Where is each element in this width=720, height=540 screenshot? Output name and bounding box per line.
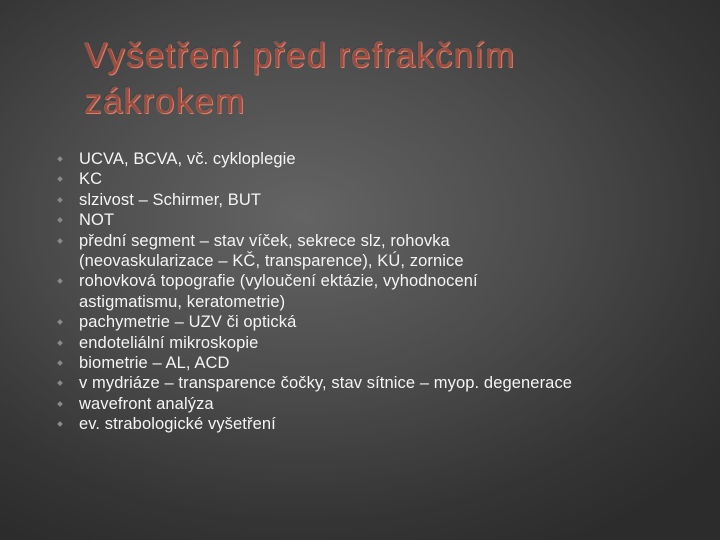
bullet-text: biometrie – AL, ACD bbox=[79, 354, 230, 373]
bullet-item bbox=[56, 169, 706, 189]
bullet-text: astigmatismu, keratometrie) bbox=[79, 292, 286, 311]
bullet-text: (neovaskularizace – KČ, transparence), KÚ, zornice bbox=[79, 252, 464, 271]
bullet-item bbox=[56, 373, 706, 393]
bullet-text: KC bbox=[79, 170, 103, 189]
diamond-bullet-icon bbox=[56, 231, 66, 251]
diamond-bullet-icon bbox=[56, 353, 66, 373]
bullet-item bbox=[56, 190, 706, 210]
diamond-bullet-icon bbox=[56, 271, 66, 291]
title-line: Vyšetření před refrakčním bbox=[84, 36, 516, 75]
bullet-item bbox=[56, 210, 706, 230]
bullet-item bbox=[56, 333, 706, 353]
bullet-text: rohovková topografie (vyloučení ektázie, vyhodnocení bbox=[79, 272, 478, 291]
bullet-text: NOT bbox=[79, 211, 115, 230]
bullet-text: slzivost – Schirmer, BUT bbox=[79, 190, 262, 209]
diamond-bullet-icon bbox=[56, 210, 66, 230]
diamond-bullet-icon bbox=[56, 373, 66, 393]
diamond-bullet-icon bbox=[56, 190, 66, 210]
bullet-item bbox=[56, 414, 706, 434]
bullet-text: UCVA, BCVA, vč. cykloplegie bbox=[79, 150, 296, 168]
bullet-text: v mydriáze – transparence čočky, stav sítnice – myop. degenerace bbox=[79, 374, 573, 393]
diamond-bullet-icon bbox=[56, 149, 66, 169]
bullet-text: ev. strabologické vyšetření bbox=[79, 415, 276, 434]
bullet-item bbox=[56, 353, 706, 373]
bullet-item bbox=[56, 394, 706, 414]
bullet-item bbox=[56, 149, 706, 169]
slide-title bbox=[84, 33, 684, 125]
bullet-list bbox=[56, 149, 706, 435]
bullet-item bbox=[56, 312, 706, 332]
bullet-text: pachymetrie – UZV či optická bbox=[79, 313, 297, 332]
title-line: zákrokem bbox=[84, 82, 246, 121]
bullet-item bbox=[56, 271, 706, 312]
diamond-bullet-icon bbox=[56, 333, 66, 353]
bullet-text: přední segment – stav víček, sekrece slz, rohovka bbox=[79, 231, 450, 250]
diamond-bullet-icon bbox=[56, 414, 66, 434]
bullet-text: endoteliální mikroskopie bbox=[79, 333, 259, 352]
bullet-text: wavefront analýza bbox=[79, 394, 214, 413]
diamond-bullet-icon bbox=[56, 169, 66, 189]
diamond-bullet-icon bbox=[56, 394, 66, 414]
bullet-item bbox=[56, 231, 706, 272]
diamond-bullet-icon bbox=[56, 312, 66, 332]
